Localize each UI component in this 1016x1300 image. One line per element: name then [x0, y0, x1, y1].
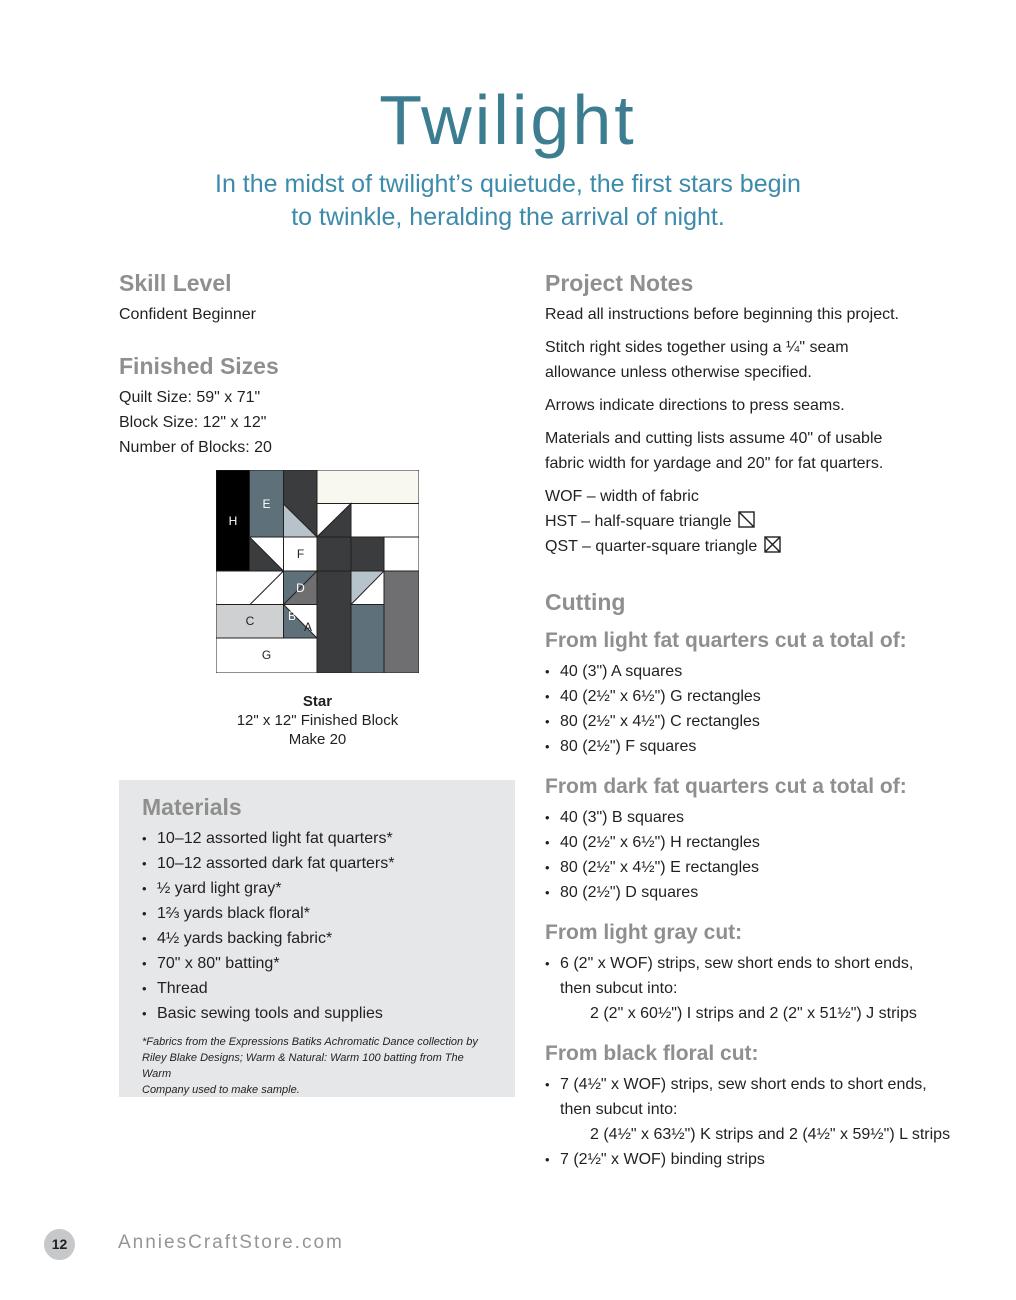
half-square-triangle-icon	[738, 511, 755, 528]
abbr-hst-text: HST – half-square triangle	[545, 513, 732, 530]
patch-h-dark	[317, 571, 351, 673]
materials-box	[119, 780, 515, 1097]
materials-list	[142, 826, 495, 1026]
list-item: • 40 (3") A squares	[545, 659, 985, 684]
abbr-qst-text: QST – quarter-square triangle	[545, 538, 758, 555]
abbr-qst	[545, 534, 985, 559]
patch-c-light	[384, 537, 419, 571]
list-item: • ½ yard light gray*	[142, 876, 495, 901]
block-size: Block Size: 12" x 12"	[119, 414, 267, 431]
cutting-heading: Cutting	[545, 589, 626, 615]
patch-e-slate	[351, 605, 384, 674]
label-d-2: D	[270, 587, 280, 601]
light-fat-quarters-list	[545, 659, 985, 759]
list-item: • 4½ yards backing fabric*	[142, 926, 495, 951]
label-b: B	[287, 609, 297, 623]
quarter-square-triangle-icon	[764, 536, 781, 553]
item-line: 2 (4½" x 63½") K strips and 2 (4½" x 59½") L strips	[590, 1126, 951, 1143]
black-floral-heading: From black floral cut:	[545, 1042, 759, 1065]
page-title: Twilight	[379, 81, 637, 159]
black-floral-list	[545, 1072, 985, 1172]
right-column	[545, 268, 985, 1172]
caption-title: Star	[302, 693, 333, 710]
abbr-wof: WOF – width of fabric	[545, 488, 699, 505]
page-number: 12	[44, 1229, 75, 1260]
note-read-all: Read all instructions before beginning this project.	[545, 306, 899, 323]
list-item: • 80 (2½" x 4½") E rectangles	[545, 855, 985, 880]
list-item	[545, 951, 985, 1026]
item-line: 2 (2" x 60½") I strips and 2 (2" x 51½") J strips	[590, 1005, 917, 1022]
star-block-svg	[216, 470, 419, 673]
subtitle-line: In the midst of twilight’s quietude, the first stars begin	[215, 170, 801, 198]
label-c: C	[245, 614, 255, 628]
list-item: • 40 (2½" x 6½") G rectangles	[545, 684, 985, 709]
list-item: • 80 (2½" x 4½") C rectangles	[545, 709, 985, 734]
left-column	[119, 268, 509, 460]
list-item: • Basic sewing tools and supplies	[142, 1001, 495, 1026]
abbr-hst	[545, 509, 985, 534]
patch-d-dark-2	[351, 537, 384, 571]
subtitle-line: to twinkle, heralding the arrival of night.	[291, 203, 725, 231]
number-of-blocks: Number of Blocks: 20	[119, 439, 272, 456]
label-e: E	[262, 497, 271, 511]
label-g: G	[261, 648, 272, 662]
finished-sizes-heading: Finished Sizes	[119, 353, 279, 379]
item-line: then subcut into:	[560, 980, 678, 997]
item-line: then subcut into:	[560, 1101, 678, 1118]
footnote-line: Riley Blake Designs; Warm & Natural: Warm 100 batting from The Warm	[142, 1052, 464, 1080]
caption-quantity: Make 20	[288, 731, 347, 748]
patch-g-cream	[317, 470, 419, 504]
skill-level-value: Confident Beginner	[119, 306, 256, 323]
list-item	[545, 1072, 985, 1147]
materials-heading: Materials	[142, 794, 242, 820]
label-f: F	[296, 547, 305, 561]
footnote-line: Company used to make sample.	[142, 1084, 300, 1096]
label-h: H	[228, 514, 238, 528]
item-line: • 6 (2" x WOF) strips, sew short ends to short ends,	[560, 955, 914, 972]
light-gray-list	[545, 951, 985, 1026]
list-item: • 10–12 assorted light fat quarters*	[142, 826, 495, 851]
project-notes-heading: Project Notes	[545, 270, 694, 296]
patch-h-gray	[384, 571, 419, 673]
list-item: • 70" x 80" batting*	[142, 951, 495, 976]
materials-footnote	[142, 1034, 495, 1098]
star-block-diagram	[216, 470, 419, 673]
dark-fat-quarters-list	[545, 805, 985, 905]
note-arrows: Arrows indicate directions to press seams.	[545, 397, 845, 414]
list-item: • 7 (2½" x WOF) binding strips	[545, 1147, 985, 1172]
list-item: • 40 (3") B squares	[545, 805, 985, 830]
note-seam	[545, 335, 985, 385]
note-line: fabric width for yardage and 20" for fat quarters.	[545, 455, 884, 472]
list-item: • 1⅔ yards black floral*	[142, 901, 495, 926]
quilt-size: Quilt Size: 59" x 71"	[119, 389, 261, 406]
list-item: • Thread	[142, 976, 495, 1001]
site-url[interactable]: AnniesCraftStore.com	[118, 1232, 344, 1253]
list-item: • 80 (2½") D squares	[545, 880, 985, 905]
note-line: Materials and cutting lists assume 40" of usable	[545, 430, 883, 447]
label-a: A	[303, 620, 313, 634]
note-line: Stitch right sides together using a ¼" seam	[545, 339, 849, 356]
label-d: D	[296, 581, 305, 595]
item-line: • 7 (4½" x WOF) strips, sew short ends to short ends,	[560, 1076, 927, 1093]
light-fat-quarters-heading: From light fat quarters cut a total of:	[545, 629, 907, 652]
footnote-line: *Fabrics from the Expressions Batiks Achromatic Dance collection by	[142, 1036, 478, 1048]
patch-d-dark	[317, 537, 351, 571]
list-item: • 10–12 assorted dark fat quarters*	[142, 851, 495, 876]
list-item: • 40 (2½" x 6½") H rectangles	[545, 830, 985, 855]
block-caption	[180, 692, 455, 749]
list-item: • 80 (2½") F squares	[545, 734, 985, 759]
note-line: allowance unless otherwise specified.	[545, 364, 812, 381]
note-fabric-width	[545, 426, 985, 476]
light-gray-heading: From light gray cut:	[545, 921, 743, 944]
caption-size: 12" x 12" Finished Block	[236, 712, 399, 729]
dark-fat-quarters-heading: From dark fat quarters cut a total of:	[545, 775, 907, 798]
subtitle	[100, 168, 916, 234]
skill-level-heading: Skill Level	[119, 270, 232, 296]
